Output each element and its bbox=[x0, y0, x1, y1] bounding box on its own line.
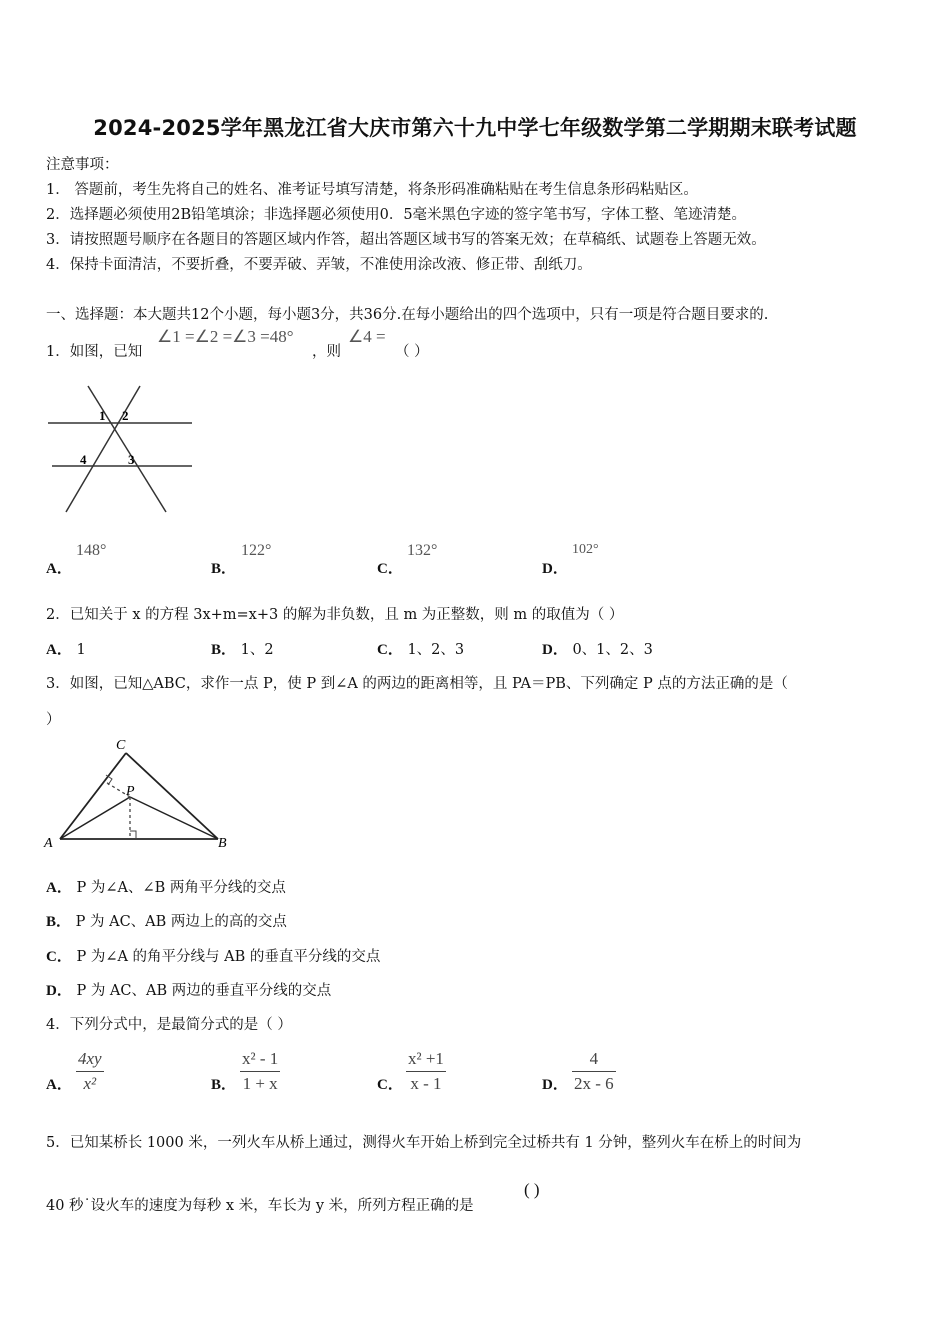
option-value: P 为 AC、AB 两边的垂直平分线的交点 bbox=[76, 983, 332, 999]
q4-stem: 4．下列分式中，是最简分式的是（ ） bbox=[46, 1017, 292, 1033]
q1-figure bbox=[44, 380, 204, 520]
option-label: D． bbox=[542, 1077, 568, 1093]
denominator: 2x - 6 bbox=[574, 1074, 614, 1093]
fraction-bar bbox=[76, 1071, 104, 1072]
q4-option-d[interactable] bbox=[542, 1073, 568, 1094]
vertex-label-b: B bbox=[218, 836, 227, 851]
vertex-label-a: A bbox=[44, 836, 53, 851]
option-label: B． bbox=[211, 1077, 237, 1093]
q5-paren: ( ) bbox=[524, 1180, 540, 1199]
option-label: D． bbox=[542, 561, 568, 577]
q1-condition: ∠1 =∠2 =∠3 =48° bbox=[157, 327, 294, 346]
right-angle-mark bbox=[130, 831, 136, 839]
option-label: A． bbox=[46, 642, 72, 658]
q1-option-b-value: 122° bbox=[241, 542, 272, 559]
angle-label-4: 4 bbox=[80, 452, 87, 467]
fraction-bar bbox=[240, 1071, 280, 1072]
option-value: 1、2、3 bbox=[407, 642, 465, 658]
q4-option-a-fraction bbox=[76, 1049, 104, 1094]
option-value: 1 bbox=[76, 642, 86, 658]
q2-stem: 2．已知关于 x 的方程 3x+m=x+3 的解为非负数，且 m 为正整数，则 m 的取值为（ ） bbox=[46, 607, 624, 623]
transversal-line-1 bbox=[88, 386, 166, 512]
transversal-line-2 bbox=[66, 386, 140, 512]
option-value: 1、2 bbox=[240, 642, 274, 658]
q1-option-a[interactable] bbox=[46, 557, 72, 578]
angle-label-3: 3 bbox=[128, 452, 135, 467]
q2-option-d[interactable] bbox=[542, 638, 653, 659]
point-label-p: P bbox=[126, 784, 135, 799]
numerator: 4xy bbox=[78, 1049, 102, 1068]
angle-label-2: 2 bbox=[122, 408, 129, 423]
q5-line2: 40 秒˙设火车的速度为每秒 x 米，车长为 y 米，所列方程正确的是 bbox=[46, 1198, 474, 1214]
option-label: C． bbox=[377, 561, 403, 577]
vertex-label-c: C bbox=[116, 738, 126, 753]
q3-option-c[interactable] bbox=[46, 945, 380, 966]
denominator: 1 + x bbox=[242, 1074, 278, 1093]
q4-option-b-fraction bbox=[240, 1049, 280, 1094]
q3-figure bbox=[42, 733, 242, 853]
denominator: x² bbox=[83, 1074, 97, 1093]
q4-option-d-fraction bbox=[572, 1049, 616, 1094]
q2-option-b[interactable] bbox=[211, 638, 274, 659]
option-label: A． bbox=[46, 1077, 72, 1093]
q1-ask: ∠4 = bbox=[348, 327, 386, 346]
q1-option-a-value: 148° bbox=[76, 542, 107, 559]
denominator: x - 1 bbox=[410, 1074, 442, 1093]
q4-option-c-fraction bbox=[406, 1049, 446, 1094]
option-label: C． bbox=[377, 642, 403, 658]
q3-stem-line2: ） bbox=[46, 712, 61, 728]
q1-option-c-value: 132° bbox=[407, 542, 438, 559]
segment-pa bbox=[60, 797, 130, 839]
section-heading: 一、选择题：本大题共12个小题，每小题3分，共36分.在每小题给出的四个选项中，只有一项是符合题目要求的. bbox=[46, 307, 769, 323]
note-item: 2．选择题必须使用2B铅笔填涂；非选择题必须使用0．5毫米黑色字迹的签字笔书写，字体工整、笔迹清楚。 bbox=[46, 207, 747, 223]
q1-paren: （ ） bbox=[395, 344, 429, 360]
numerator: 4 bbox=[589, 1049, 599, 1068]
option-label: B． bbox=[211, 642, 237, 658]
q2-option-c[interactable] bbox=[377, 638, 464, 659]
option-label: A． bbox=[46, 561, 72, 577]
q1-option-b[interactable] bbox=[211, 557, 236, 578]
option-label: C． bbox=[377, 1077, 403, 1093]
q3-option-d[interactable] bbox=[46, 979, 331, 1000]
q3-option-b[interactable] bbox=[46, 910, 287, 931]
q5-line1: 5．已知某桥长 1000 米，一列火车从桥上通过，测得火车开始上桥到完全过桥共有 1 分钟，整列火车在桥上的时间为 bbox=[46, 1135, 802, 1151]
option-label: B． bbox=[46, 914, 72, 930]
q1-stem bbox=[46, 340, 142, 361]
option-label: B． bbox=[211, 561, 237, 577]
notes-heading: 注意事项： bbox=[46, 157, 119, 173]
angle-label-1: 1 bbox=[99, 408, 106, 423]
fraction-bar bbox=[406, 1071, 446, 1072]
option-value: P 为 AC、AB 两边上的高的交点 bbox=[75, 914, 287, 930]
q2-option-a[interactable] bbox=[46, 638, 86, 659]
q1-option-d-value: 102° bbox=[572, 542, 599, 557]
fraction-bar bbox=[572, 1071, 616, 1072]
q3-option-a[interactable] bbox=[46, 876, 286, 897]
q3-stem-line1: 3．如图，已知△ABC，求作一点 P，使 P 到∠A 的两边的距离相等，且 PA＝PB、下列确定 P 点的方法正确的是（ bbox=[46, 676, 788, 692]
q1-option-c[interactable] bbox=[377, 557, 403, 578]
option-label: D． bbox=[542, 642, 568, 658]
note-item: 4．保持卡面清洁，不要折叠，不要弄破、弄皱，不准使用涂改液、修正带、刮纸刀。 bbox=[46, 257, 592, 273]
option-label: D． bbox=[46, 983, 72, 999]
numerator: x² +1 bbox=[408, 1049, 444, 1068]
q1-mid: ，则 bbox=[312, 344, 341, 360]
option-label: C． bbox=[46, 949, 72, 965]
note-item: 1． 答题前，考生先将自己的姓名、准考证号填写清楚，将条形码准确粘贴在考生信息条形码粘贴区。 bbox=[46, 182, 698, 198]
q4-option-a[interactable] bbox=[46, 1073, 72, 1094]
side-cb bbox=[126, 753, 218, 839]
numerator: x² - 1 bbox=[242, 1049, 279, 1068]
option-label: A． bbox=[46, 880, 72, 896]
page-title: 2024-2025学年黑龙江省大庆市第六十九中学七年级数学第二学期期末联考试题 bbox=[93, 116, 857, 140]
side-ac bbox=[60, 753, 126, 839]
q4-option-c[interactable] bbox=[377, 1073, 403, 1094]
option-value: P 为∠A 的角平分线与 AB 的垂直平分线的交点 bbox=[76, 949, 381, 965]
q1-option-d[interactable] bbox=[542, 557, 568, 578]
option-value: P 为∠A、∠B 两角平分线的交点 bbox=[76, 880, 286, 896]
q4-option-b[interactable] bbox=[211, 1073, 236, 1094]
option-value: 0、1、2、3 bbox=[572, 642, 653, 658]
note-item: 3．请按照题号顺序在各题目的答题区域内作答，超出答题区域书写的答案无效；在草稿纸、试题卷上答题无效。 bbox=[46, 232, 766, 248]
segment-pb bbox=[130, 797, 218, 839]
q1-prefix: 1．如图，已知 bbox=[46, 344, 143, 360]
